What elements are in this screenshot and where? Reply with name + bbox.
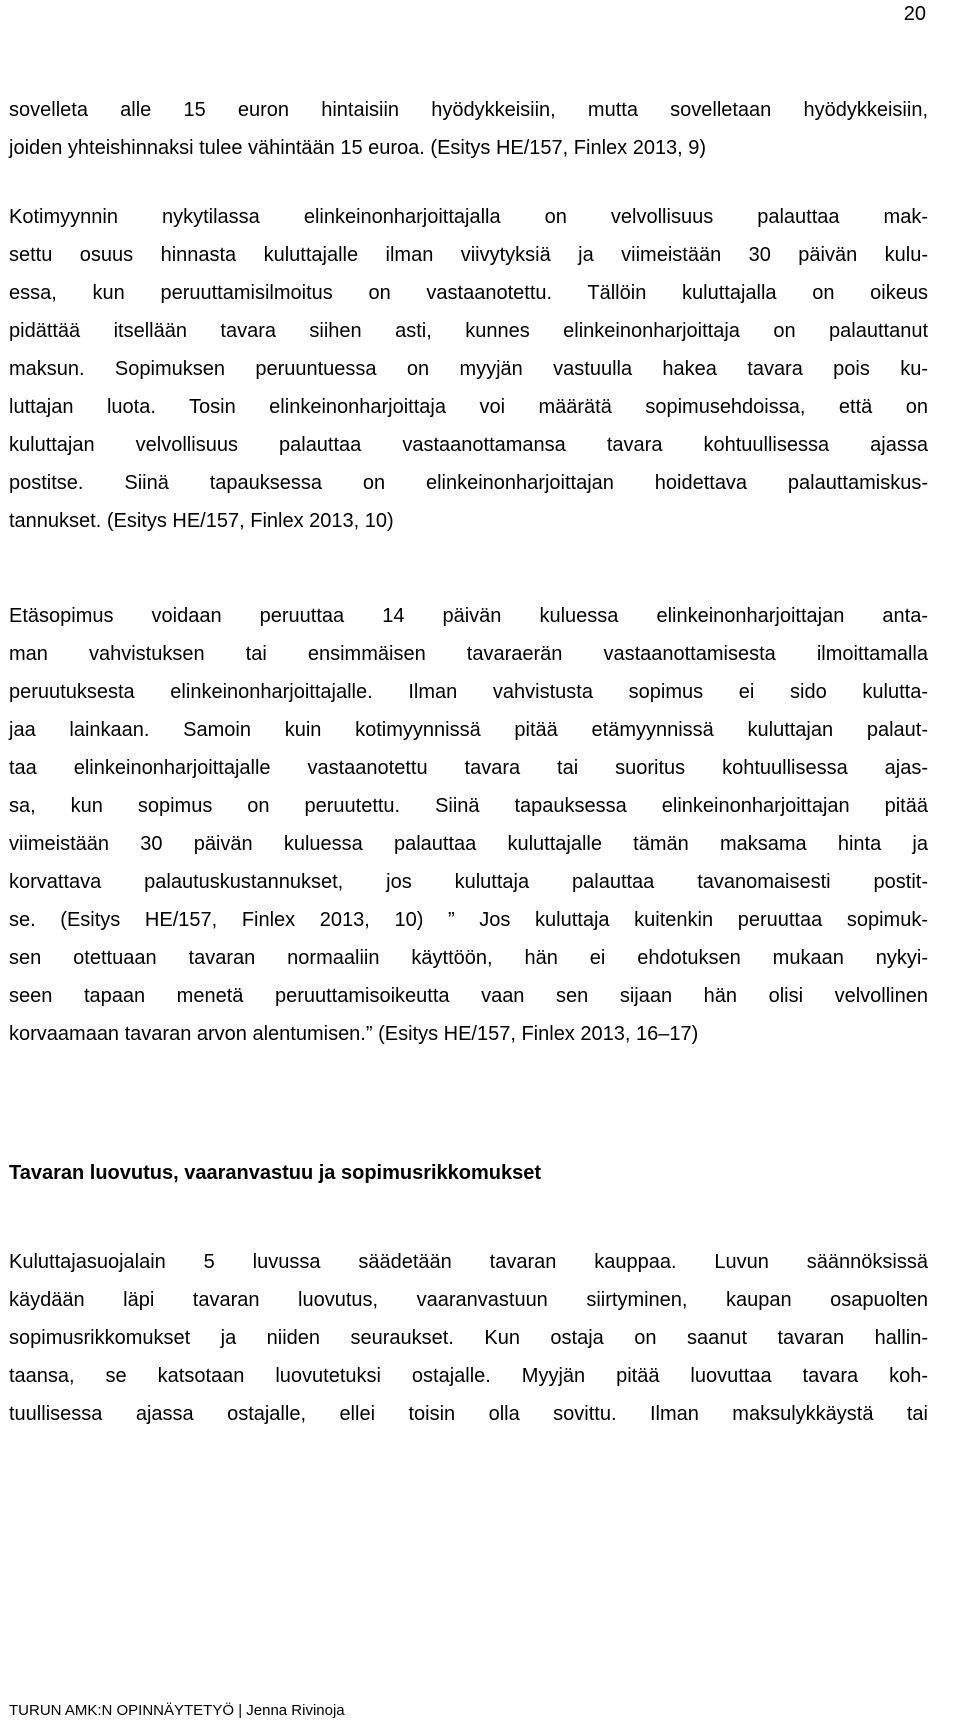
text-line: tuullisessa ajassa ostajalle, ellei toisin olla sovittu. Ilman maksulykkäystä tai [9, 1403, 928, 1425]
paragraph-4 [0, 1243, 960, 1433]
page-footer: TURUN AMK:N OPINNÄYTETYÖ | Jenna Rivinoja [9, 1702, 345, 1719]
text-line: pidättää itsellään tavara siihen asti, kunnes elinkeinonharjoittaja on palauttanut [9, 320, 928, 342]
paragraph-1 [0, 91, 960, 167]
text-line: korvaamaan tavaran arvon alentumisen.” (Esitys HE/157, Finlex 2013, 16–17) [9, 1023, 699, 1045]
text-line: luttajan luota. Tosin elinkeinonharjoittaja voi määrätä sopimusehdoissa, että on [9, 396, 928, 418]
paragraph-2 [0, 198, 960, 540]
text-line: jaa lainkaan. Samoin kuin kotimyynnissä pitää etämyynnissä kuluttajan palaut- [9, 719, 928, 741]
text-line: essa, kun peruuttamisilmoitus on vastaanotettu. Tällöin kuluttajalla on oikeus [9, 282, 928, 304]
text-line: settu osuus hinnasta kuluttajalle ilman viivytyksiä ja viimeistään 30 päivän kulu- [9, 244, 928, 266]
text-line: Kotimyynnin nykytilassa elinkeinonharjoittajalla on velvollisuus palauttaa mak- [9, 206, 928, 228]
text-line: sa, kun sopimus on peruutettu. Siinä tapauksessa elinkeinonharjoittajan pitää [9, 795, 928, 817]
text-line: peruutuksesta elinkeinonharjoittajalle. Ilman vahvistusta sopimus ei sido kulutta- [9, 681, 928, 703]
page-number: 20 [903, 3, 926, 25]
paragraph-3 [0, 597, 960, 1053]
text-line: käydään läpi tavaran luovutus, vaaranvastuun siirtyminen, kaupan osapuolten [9, 1289, 928, 1311]
text-line: viimeistään 30 päivän kuluessa palauttaa kuluttajalle tämän maksama hinta ja [9, 833, 928, 855]
text-line: taa elinkeinonharjoittajalle vastaanotettu tavara tai suoritus kohtuullisessa ajas- [9, 757, 928, 779]
text-line: tannukset. (Esitys HE/157, Finlex 2013, 10) [9, 510, 394, 532]
text-line: man vahvistuksen tai ensimmäisen tavaraerän vastaanottamisesta ilmoittamalla [9, 643, 928, 665]
text-line: seen tapaan menetä peruuttamisoikeutta vaan sen sijaan hän olisi velvollinen [9, 985, 928, 1007]
text-line: maksun. Sopimuksen peruuntuessa on myyjän vastuulla hakea tavara pois ku- [9, 358, 928, 380]
text-line: se. (Esitys HE/157, Finlex 2013, 10) ” Jos kuluttaja kuitenkin peruuttaa sopimuk- [9, 909, 928, 931]
text-line: taansa, se katsotaan luovutetuksi ostajalle. Myyjän pitää luovuttaa tavara koh- [9, 1365, 928, 1387]
text-line: joiden yhteishinnaksi tulee vähintään 15 euroa. (Esitys HE/157, Finlex 2013, 9) [9, 137, 707, 159]
text-line: sopimusrikkomukset ja niiden seuraukset. Kun ostaja on saanut tavaran hallin- [9, 1327, 928, 1349]
text-line: sovelleta alle 15 euron hintaisiin hyödykkeisiin, mutta sovelletaan hyödykkeisiin, [9, 99, 928, 121]
text-line: kuluttajan velvollisuus palauttaa vastaanottamansa tavara kohtuullisessa ajassa [9, 434, 928, 456]
text-line: postitse. Siinä tapauksessa on elinkeinonharjoittajan hoidettava palauttamiskus- [9, 472, 928, 494]
text-line: Kuluttajasuojalain 5 luvussa säädetään tavaran kauppaa. Luvun säännöksissä [9, 1251, 928, 1273]
section-heading: Tavaran luovutus, vaaranvastuu ja sopimusrikkomukset [9, 1162, 542, 1184]
text-line: Etäsopimus voidaan peruuttaa 14 päivän kuluessa elinkeinonharjoittajan anta- [9, 605, 928, 627]
text-line: sen otettuaan tavaran normaaliin käyttöön, hän ei ehdotuksen mukaan nykyi- [9, 947, 928, 969]
text-line: korvattava palautuskustannukset, jos kuluttaja palauttaa tavanomaisesti postit- [9, 871, 928, 893]
